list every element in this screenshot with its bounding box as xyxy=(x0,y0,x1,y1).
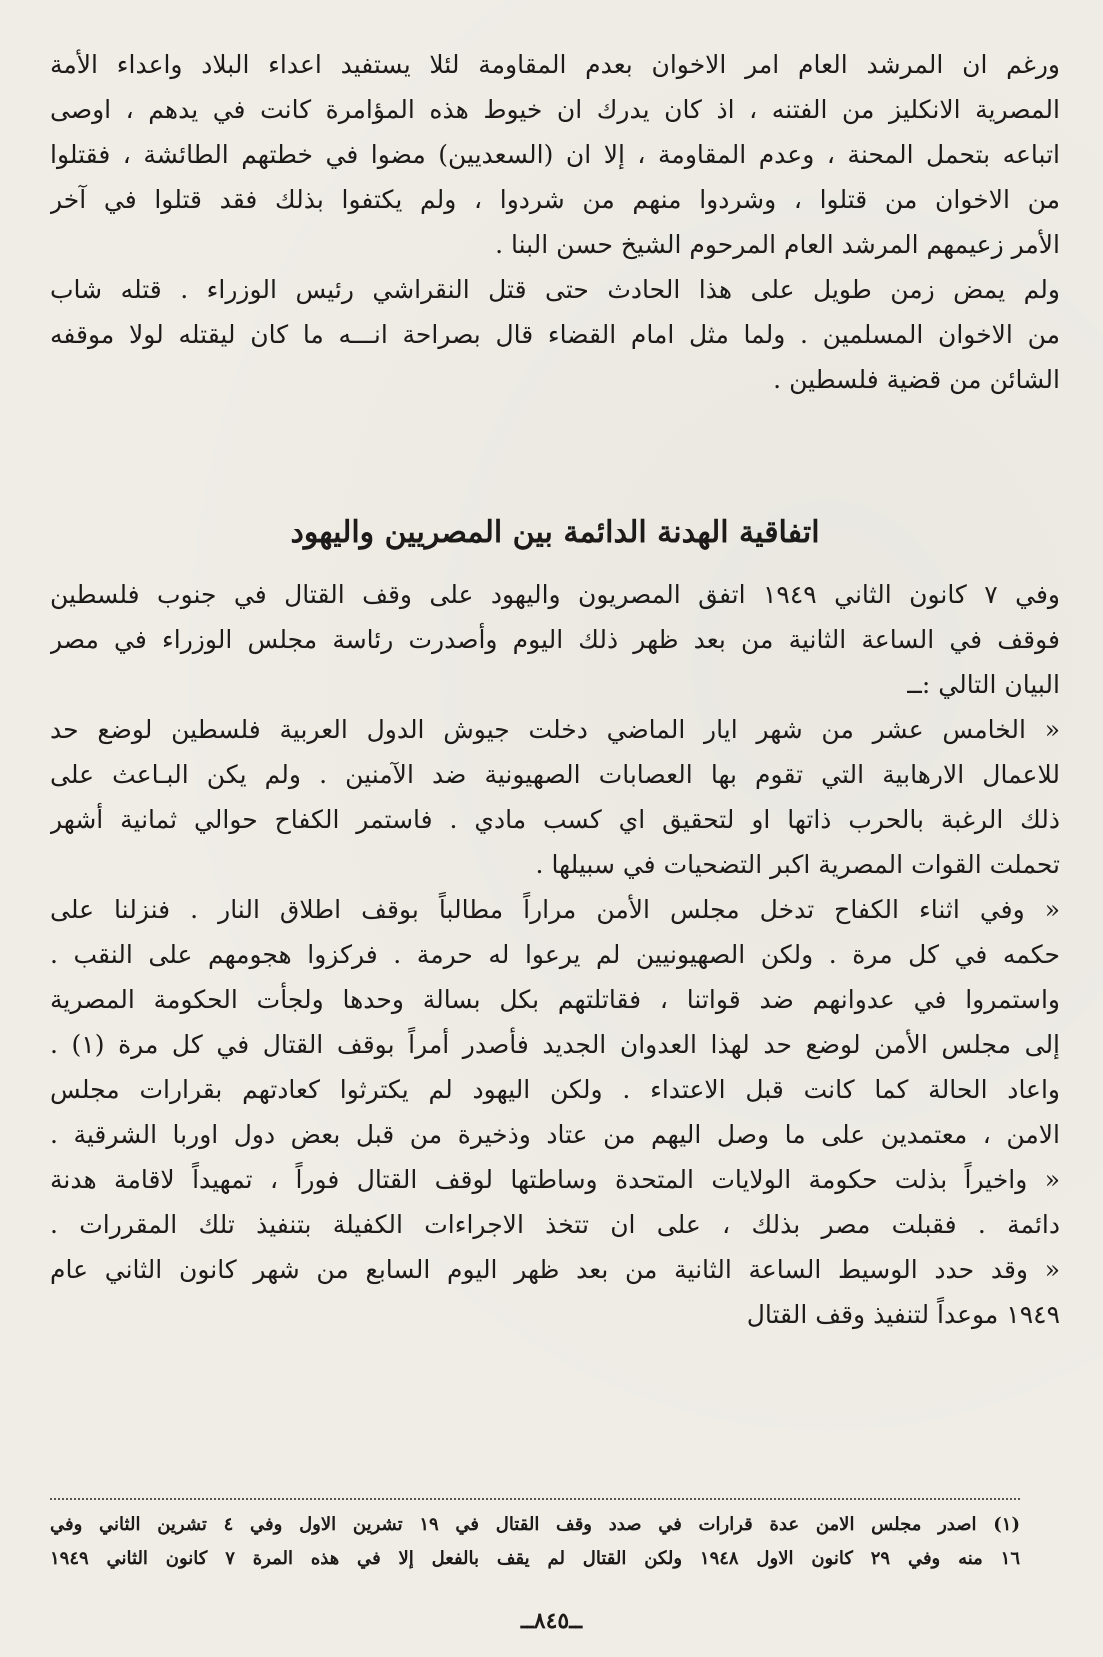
text-line: « وفي اثناء الكفاح تدخل مجلس الأمن مراراً مطالباً بوقف اطلاق النار . فنزلنا على xyxy=(50,895,1060,924)
section-heading: اتفاقية الهدنة الدائمة بين المصريين واليهود xyxy=(290,515,820,550)
text-line: فوقف في الساعة الثانية من بعد ظهر ذلك اليوم وأصدرت رئاسة مجلس الوزراء في مصر xyxy=(50,625,1060,654)
text-line: البيان التالي :ــ xyxy=(907,670,1060,699)
text-line: للاعمال الارهابية التي تقوم بها العصابات الصهيونية ضد الآمنين . ولم يكن البـاعث على xyxy=(50,760,1060,789)
body-text-top xyxy=(50,42,1060,402)
text-line: دائمة . فقبلت مصر بذلك ، على ان تتخذ الاجراءات الكفيلة بتنفيذ تلك المقررات . xyxy=(50,1210,1060,1239)
footnote-line: (١) اصدر مجلس الامن عدة قرارات في صدد وقف القتال في ١٩ تشرين الاول وفي ٤ تشرين الثاني وفي xyxy=(50,1514,1020,1535)
body-text-bottom xyxy=(50,572,1060,1337)
text-line: « واخيراً بذلت حكومة الولايات المتحدة وساطتها لوقف القتال فوراً ، تمهيداً لاقامة هدنة xyxy=(50,1165,1060,1194)
text-line: ١٩٤٩ موعداً لتنفيذ وقف القتال xyxy=(746,1300,1060,1329)
text-line: ذلك الرغبة بالحرب ذاتها او لتحقيق اي كسب مادي . فاستمر الكفاح حوالي ثمانية أشهر xyxy=(50,805,1060,834)
text-line: اتباعه بتحمل المحنة ، وعدم المقاومة ، إلا ان (السعديين) مضوا في خطتهم الطائشة ، فقتلوا xyxy=(50,140,1060,169)
text-line: حكمه في كل مرة . ولكن الصهيونيين لم يرعوا له حرمة . فركزوا هجومهم على النقب . xyxy=(50,940,1060,969)
text-line: ورغم ان المرشد العام امر الاخوان بعدم المقاومة لئلا يستفيد اعداء البلاد واعداء الأمة xyxy=(50,50,1060,79)
text-line: المصرية الانكليز من الفتنه ، اذ كان يدرك ان خيوط هذه المؤامرة كانت في يدهم ، اوصى xyxy=(50,95,1060,124)
text-line: الشائن من قضية فلسطين . xyxy=(773,365,1060,394)
text-line: من الاخوان المسلمين . ولما مثل امام القضاء قال بصراحة انـــه ما كان ليقتله لولا موقفه xyxy=(50,320,1060,349)
text-line: « الخامس عشر من شهر ايار الماضي دخلت جيوش الدول العربية فلسطين لوضع حد xyxy=(50,715,1060,744)
text-line: الأمر زعيمهم المرشد العام المرحوم الشيخ حسن البنا . xyxy=(495,230,1060,259)
footnote xyxy=(50,1508,1020,1576)
text-line: « وقد حدد الوسيط الساعة الثانية من بعد ظهر اليوم السابع من شهر كانون الثاني عام xyxy=(50,1255,1060,1284)
page-number: ــ٨٤٥ــ xyxy=(520,1608,583,1634)
text-line: وفي ٧ كانون الثاني ١٩٤٩ اتفق المصريون واليهود على وقف القتال في جنوب فلسطين xyxy=(50,580,1060,609)
text-line: الامن ، معتمدين على ما وصل اليهم من عتاد وذخيرة من قبل بعض دول اوربا الشرقية . xyxy=(50,1120,1060,1149)
text-line: إلى مجلس الأمن لوضع حد لهذا العدوان الجديد فأصدر أمراً بوقف القتال في كل مرة (١) . xyxy=(50,1030,1060,1059)
text-line: تحملت القوات المصرية اكبر التضحيات في سبيلها . xyxy=(535,850,1060,879)
text-line: ولم يمض زمن طويل على هذا الحادث حتى قتل النقراشي رئيس الوزراء . قتله شاب xyxy=(50,275,1060,304)
text-line: من الاخوان من قتلوا ، وشردوا منهم من شردوا ، ولم يكتفوا بذلك فقد قتلوا في آخر xyxy=(50,185,1060,214)
footnote-separator xyxy=(50,1498,1020,1500)
text-line: واستمروا في عدوانهم ضد قواتنا ، فقاتلتهم بكل بسالة وحدها ولجأت الحكومة المصرية xyxy=(50,985,1060,1014)
text-line: واعاد الحالة كما كانت قبل الاعتداء . ولكن اليهود لم يكترثوا كعادتهم بقرارات مجلس xyxy=(50,1075,1060,1104)
footnote-line: ١٦ منه وفي ٢٩ كانون الاول ١٩٤٨ ولكن القتال لم يقف بالفعل إلا في هذه المرة ٧ كانون الثاني ١٩٤٩ xyxy=(50,1548,1020,1569)
